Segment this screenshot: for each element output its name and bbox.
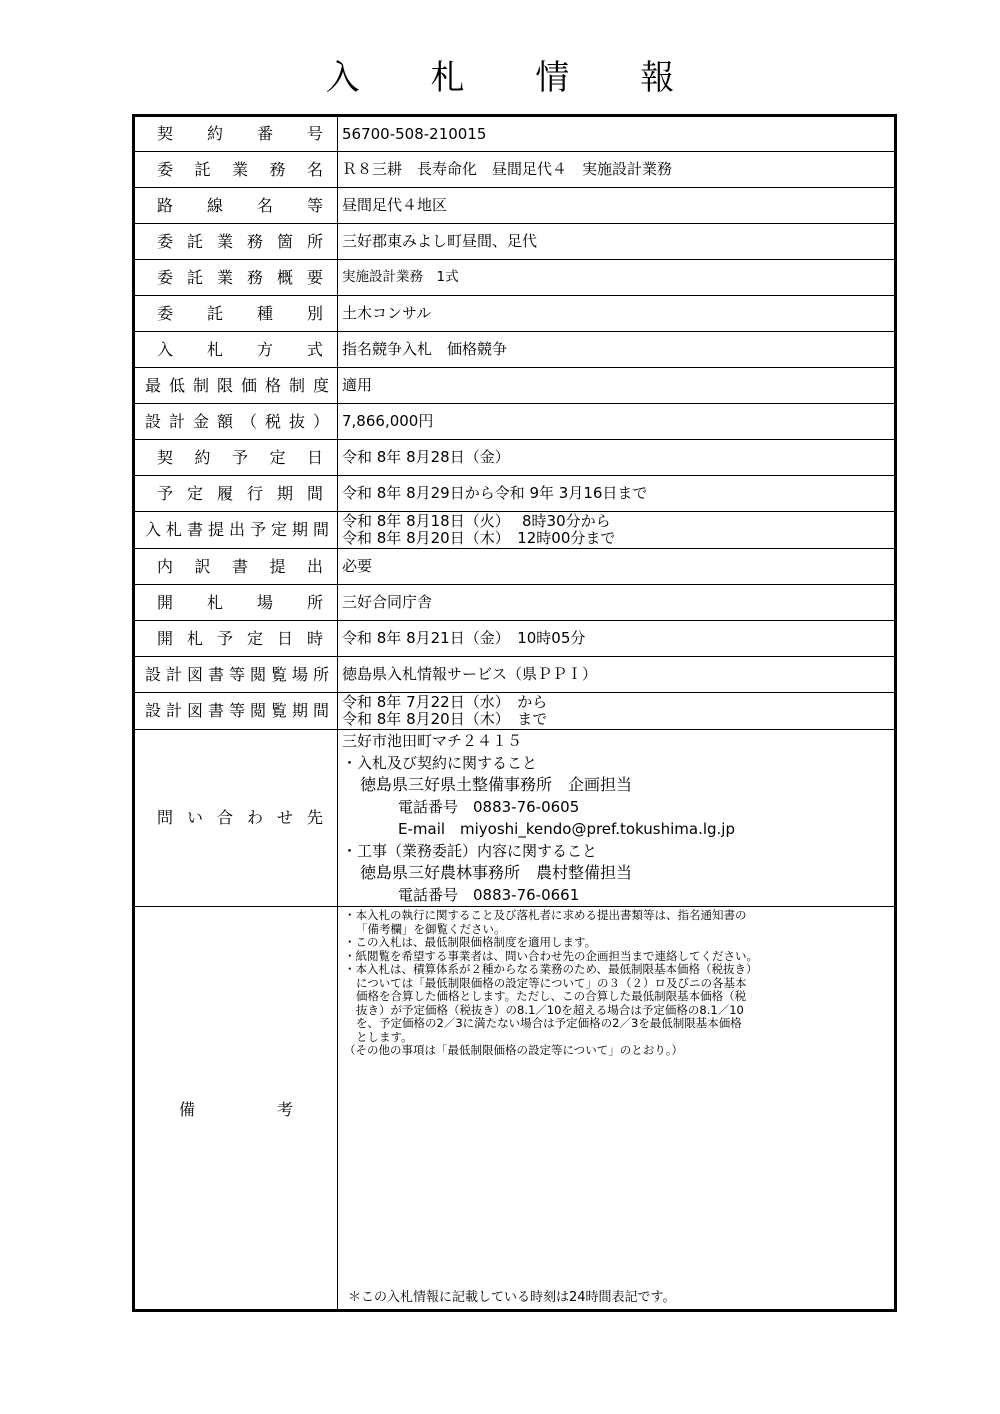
contact-value bbox=[338, 730, 896, 907]
info-row bbox=[134, 549, 896, 585]
info-row bbox=[134, 404, 896, 440]
info-row bbox=[134, 585, 896, 621]
contact-email-kendo: E-mail miyoshi_kendo@pref.tokushima.lg.jp bbox=[398, 820, 735, 838]
row-value-line: 令和 8年 8月20日（木） まで bbox=[342, 710, 548, 728]
row-value-line: 昼間足代４地区 bbox=[342, 196, 448, 214]
contact-phone-kendo: 電話番号 0883-76-0605 bbox=[398, 798, 580, 816]
row-value-line: 56700-508-210015 bbox=[342, 124, 487, 143]
row-label: 設計図書等閲覧期間 bbox=[134, 693, 338, 730]
row-value-line: 令和 8年 7月22日（水） から bbox=[342, 693, 548, 711]
note-line: （その他の事項は「最低制限価格の設定等について」のとおり。） bbox=[344, 1043, 684, 1057]
row-value bbox=[338, 476, 896, 512]
note-line: を、予定価格の2／3に満たない場合は予定価格の2／3を最低制限基本価格 bbox=[356, 1016, 742, 1030]
info-row bbox=[134, 368, 896, 404]
note-line: 「備考欄」を御覧ください。 bbox=[356, 921, 506, 936]
row-label: 設計図書等閲覧場所 bbox=[134, 657, 338, 693]
row-label: 委託業務名 bbox=[134, 152, 338, 188]
row-label: 予定履行期間 bbox=[134, 476, 338, 512]
row-value-line: 適用 bbox=[342, 376, 373, 394]
row-value bbox=[338, 549, 896, 585]
row-label: 入札方式 bbox=[134, 332, 338, 368]
row-value-line: 実施設計業務 1式 bbox=[342, 269, 459, 285]
row-value-line: 令和 8年 8月21日（金） 10時05分 bbox=[342, 629, 586, 647]
contact-section-bid: ・入札及び契約に関すること bbox=[342, 754, 538, 772]
row-value-line: 令和 8年 8月28日（金） bbox=[342, 448, 510, 466]
note-line: ・この入札は、最低制限価格制度を適用します。 bbox=[344, 935, 597, 949]
row-value bbox=[338, 152, 896, 188]
notes-label: 備考 bbox=[134, 907, 338, 1311]
info-row bbox=[134, 260, 896, 296]
row-value bbox=[338, 440, 896, 476]
contact-label: 問い合わせ先 bbox=[134, 730, 338, 907]
notes-value bbox=[338, 907, 896, 1311]
note-line: ・紙閲覧を希望する事業者は、問い合わせ先の企画担当まで連絡してください。 bbox=[344, 948, 758, 963]
row-value bbox=[338, 657, 896, 693]
row-label: 委託種別 bbox=[134, 296, 338, 332]
row-label: 契約予定日 bbox=[134, 440, 338, 476]
contact-office-norin: 徳島県三好農林事務所 農村整備担当 bbox=[360, 863, 633, 882]
row-value bbox=[338, 188, 896, 224]
row-value bbox=[338, 332, 896, 368]
note-line: 抜き）が予定価格（税抜き）の8.1／10を超える場合は予定価格の8.1／10 bbox=[356, 1002, 744, 1017]
row-value bbox=[338, 224, 896, 260]
row-value bbox=[338, 512, 896, 549]
row-label: 委託業務箇所 bbox=[134, 224, 338, 260]
contact-address: 三好市池田町マチ２４１５ bbox=[342, 732, 523, 750]
row-value bbox=[338, 404, 896, 440]
row-value bbox=[338, 585, 896, 621]
info-row bbox=[134, 152, 896, 188]
row-label: 路線名等 bbox=[134, 188, 338, 224]
row-value-line: 令和 8年 8月20日（木） 12時00分まで bbox=[342, 529, 616, 547]
info-row bbox=[134, 224, 896, 260]
row-label: 最低制限価格制度 bbox=[134, 368, 338, 404]
row-value-line: 三好郡東みよし町昼間、足代 bbox=[342, 232, 538, 250]
info-row bbox=[134, 621, 896, 657]
row-label: 入札書提出予定期間 bbox=[134, 512, 338, 549]
page-title: 入 札 情 報 bbox=[325, 58, 705, 98]
row-value-line: 土木コンサル bbox=[342, 304, 432, 322]
row-value-line: 指名競争入札 価格競争 bbox=[342, 340, 508, 358]
row-label: 内訳書提出 bbox=[134, 549, 338, 585]
row-label: 開札場所 bbox=[134, 585, 338, 621]
info-row bbox=[134, 440, 896, 476]
info-row bbox=[134, 657, 896, 693]
notes-row bbox=[134, 907, 896, 1311]
info-row bbox=[134, 188, 896, 224]
contact-phone-norin: 電話番号 0883-76-0661 bbox=[398, 886, 580, 904]
row-label: 設計金額（税抜） bbox=[134, 404, 338, 440]
row-value bbox=[338, 296, 896, 332]
info-row bbox=[134, 332, 896, 368]
row-value-line: 令和 8年 8月18日（火） 8時30分から bbox=[342, 512, 611, 530]
row-label: 開札予定日時 bbox=[134, 621, 338, 657]
row-value-line: 徳島県入札情報サービス（県ＰＰＩ） bbox=[342, 665, 598, 683]
row-value bbox=[338, 368, 896, 404]
row-value-line: 三好合同庁舎 bbox=[342, 593, 433, 611]
info-row bbox=[134, 116, 896, 152]
row-value-line: 必要 bbox=[342, 557, 373, 575]
note-line: ・本入札の執行に関すること及び落札者に求める提出書類等は、指名通知書の bbox=[344, 908, 747, 922]
row-value-line: 7,866,000円 bbox=[342, 412, 434, 430]
info-row bbox=[134, 476, 896, 512]
contact-section-work: ・工事（業務委託）内容に関すること bbox=[342, 842, 598, 860]
row-value bbox=[338, 116, 896, 152]
note-line: とします。 bbox=[356, 1029, 413, 1044]
info-row bbox=[134, 296, 896, 332]
note-line: ・本入札は、積算体系が２種からなる業務のため、最低制限基本価格（税抜き） bbox=[344, 962, 758, 976]
note-line: 価格を合算した価格とします。ただし、この合算した最低制限基本価格（税 bbox=[356, 989, 747, 1003]
row-value bbox=[338, 260, 896, 296]
bid-info-table bbox=[132, 114, 897, 1312]
row-value-line: Ｒ８三耕 長寿命化 昼間足代４ 実施設計業務 bbox=[342, 160, 673, 178]
row-label: 契約番号 bbox=[134, 116, 338, 152]
contact-row bbox=[134, 730, 896, 907]
note-line: については「最低制限価格の設定等について」の３（２）ロ及びニの各基本 bbox=[356, 975, 747, 990]
info-row bbox=[134, 512, 896, 549]
row-label: 委託業務概要 bbox=[134, 260, 338, 296]
info-row bbox=[134, 693, 896, 730]
row-value bbox=[338, 693, 896, 730]
row-value bbox=[338, 621, 896, 657]
row-value-line: 令和 8年 8月29日から令和 9年 3月16日まで bbox=[342, 484, 648, 502]
contact-office-kendo: 徳島県三好県土整備事務所 企画担当 bbox=[360, 775, 633, 794]
notes-footer: ＊この入札情報に記載している時刻は24時間表記です。 bbox=[348, 1290, 676, 1305]
